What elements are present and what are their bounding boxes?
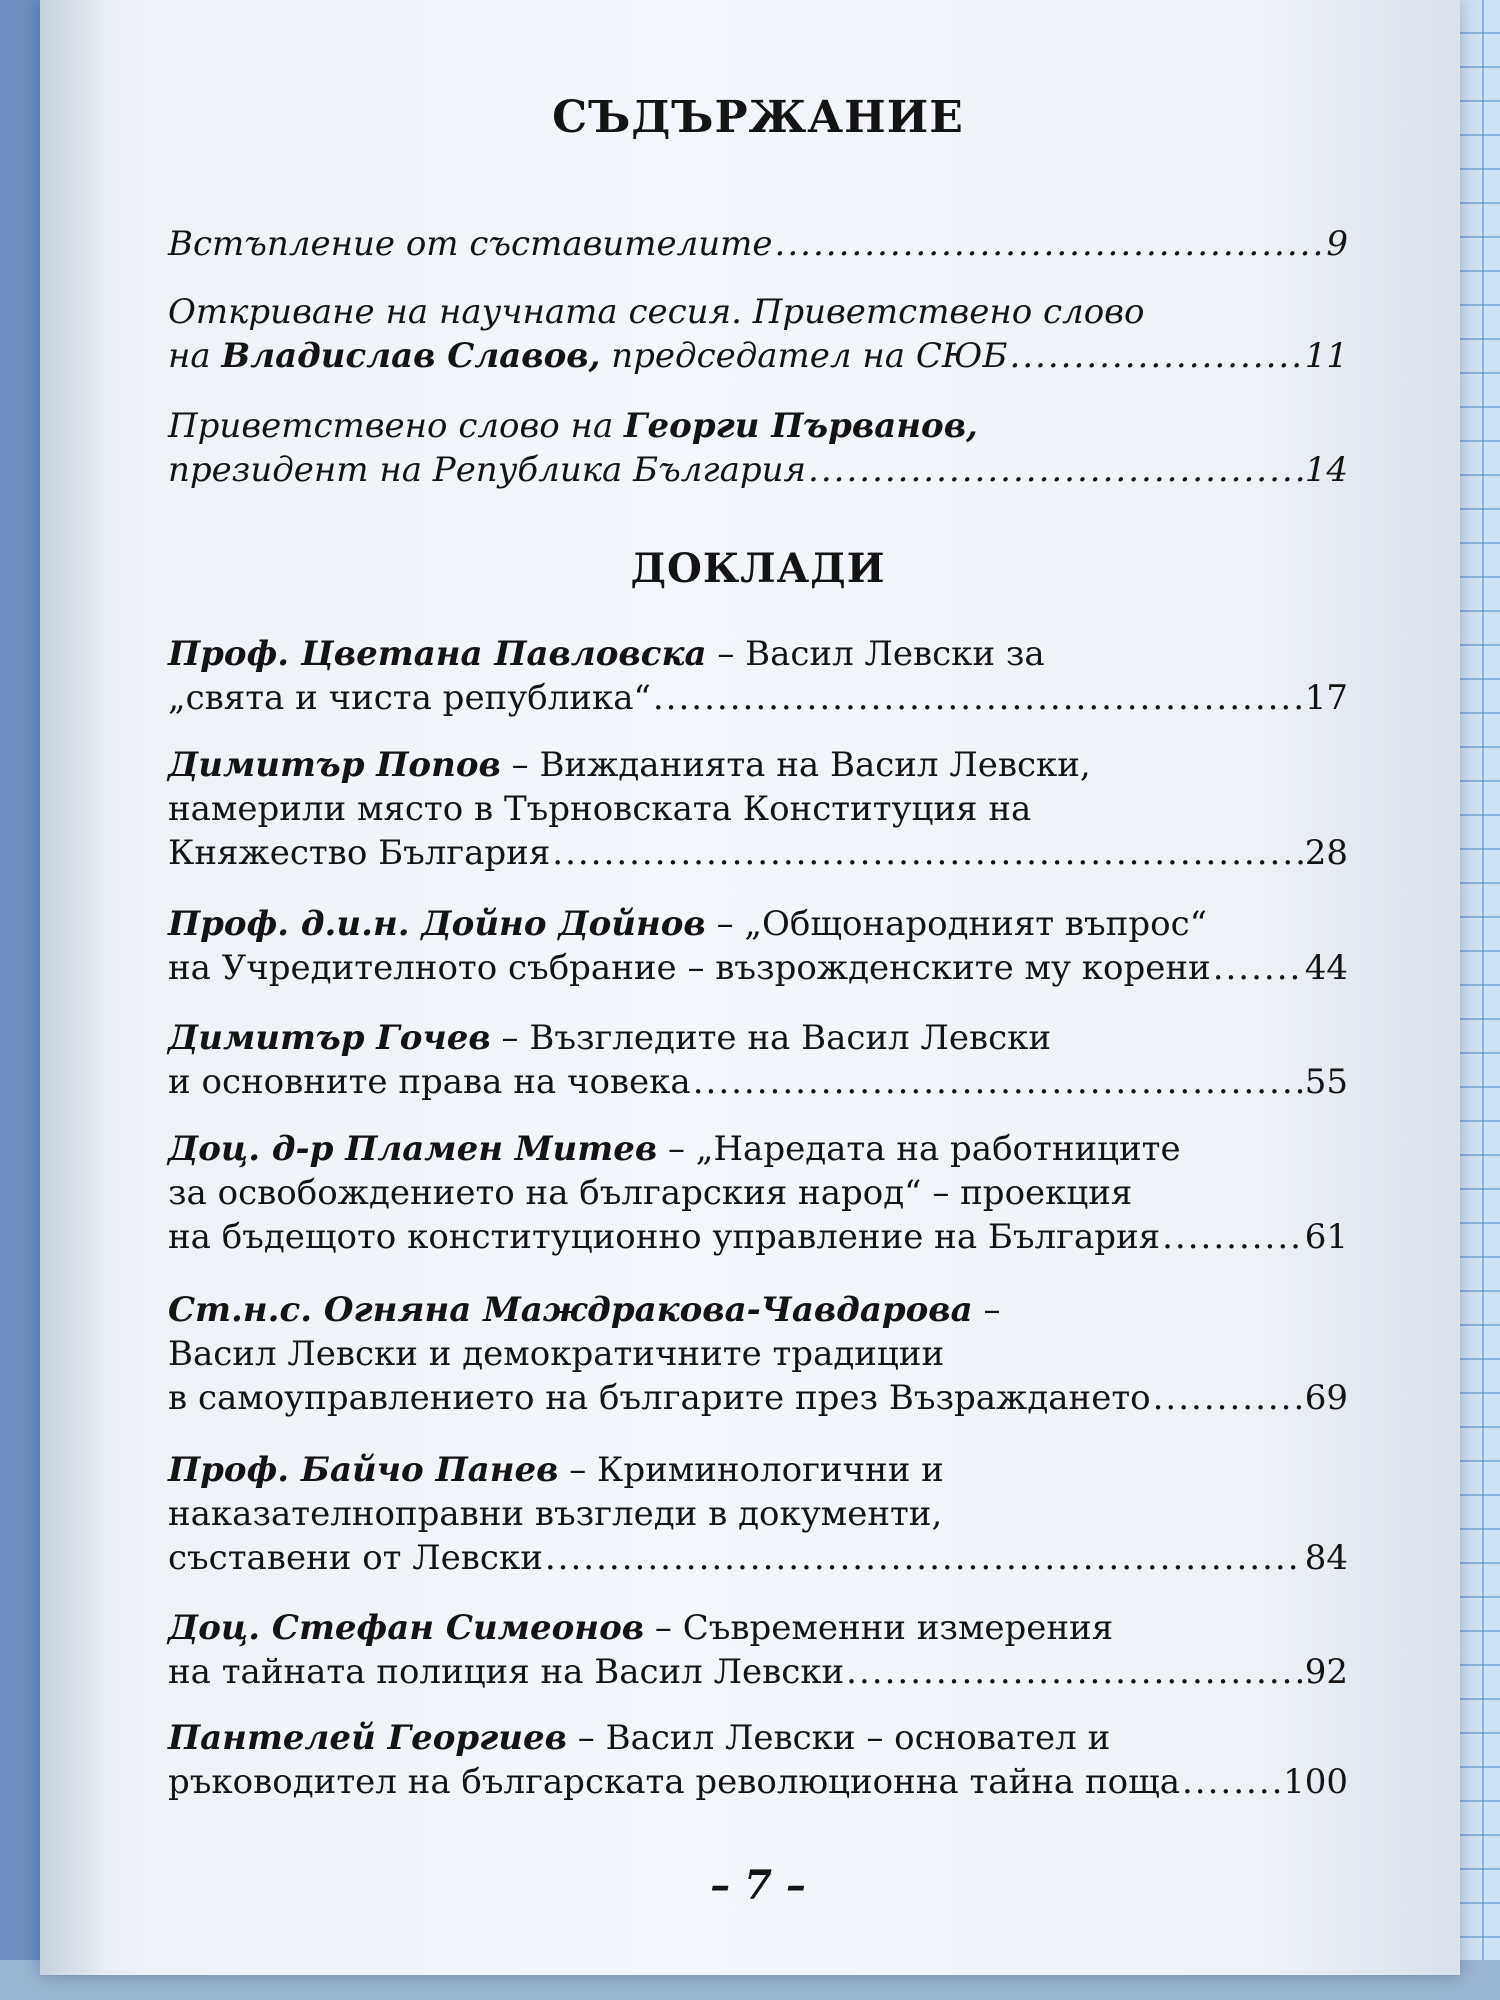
entry-title: – Васил Левски – основател и bbox=[567, 1718, 1111, 1758]
toc-entry-president bbox=[168, 404, 1348, 492]
entry-author: Димитър Попов bbox=[168, 745, 501, 785]
entry-title: – Вижданията на Васил Левски, bbox=[500, 745, 1091, 785]
dot-leader bbox=[1182, 1760, 1281, 1804]
dot-leader bbox=[846, 1650, 1303, 1694]
entry-page-number: 92 bbox=[1304, 1652, 1348, 1692]
entry-title-line: Откриване на научната сесия. Приветствено слово bbox=[168, 292, 1145, 332]
toc-entry-report bbox=[168, 902, 1348, 990]
entry-author: Доц. Стефан Симеонов bbox=[168, 1608, 645, 1648]
entry-author: Доц. д-р Пламен Митев bbox=[168, 1129, 658, 1169]
entry-title: – Васил Левски за bbox=[706, 634, 1045, 674]
dot-leader bbox=[693, 1060, 1303, 1104]
entry-author: Проф. Байчо Панев bbox=[168, 1450, 559, 1490]
entry-title: Встъпление от съставителите bbox=[168, 224, 773, 264]
entry-title-line: в самоуправлението на българите през Възраждането bbox=[168, 1378, 1151, 1418]
entry-page-number: 28 bbox=[1304, 833, 1348, 873]
entry-title: – Криминологични и bbox=[558, 1450, 944, 1490]
entry-title: – bbox=[972, 1290, 1001, 1330]
dot-leader bbox=[808, 448, 1303, 492]
entry-page-number: 100 bbox=[1283, 1762, 1348, 1802]
toc-entry-report bbox=[168, 1716, 1348, 1804]
entry-author: Пантелей Георгиев bbox=[168, 1718, 567, 1758]
entry-title-line: съставени от Левски bbox=[168, 1538, 543, 1578]
entry-page-number: 11 bbox=[1304, 336, 1348, 376]
toc-entry-report bbox=[168, 1448, 1348, 1580]
entry-page-number: 69 bbox=[1304, 1378, 1348, 1418]
entry-author: Проф. Цветана Павловска bbox=[168, 634, 707, 674]
toc-entry-opening bbox=[168, 290, 1348, 378]
dot-leader bbox=[1153, 1376, 1303, 1420]
dot-leader bbox=[1213, 946, 1303, 990]
entry-title-line: намерили място в Търновската Конституция на bbox=[168, 789, 1032, 829]
entry-page-number: 55 bbox=[1304, 1062, 1348, 1102]
toc-entry-report bbox=[168, 1606, 1348, 1694]
entry-title-line: ръководител на българската революционна тайна поща bbox=[168, 1762, 1180, 1802]
entry-author: Димитър Гочев bbox=[168, 1018, 491, 1058]
entry-title-line: Княжество България bbox=[168, 833, 551, 873]
toc-entry-report bbox=[168, 632, 1348, 720]
entry-title-line: на Учредителното събрание – възрожденските му корени bbox=[168, 948, 1211, 988]
entry-text: Приветствено слово на bbox=[168, 406, 625, 446]
entry-author: Ст.н.с. Огняна Маждракова-Чавдарова bbox=[168, 1290, 973, 1330]
entry-title: – Съвременни измерения bbox=[644, 1608, 1114, 1648]
toc-entry-report bbox=[168, 1127, 1348, 1259]
toc-entry-report bbox=[168, 1016, 1348, 1104]
entry-title: – „Наредата на работниците bbox=[657, 1129, 1181, 1169]
entry-title: – „Общонародният въпрос“ bbox=[705, 904, 1207, 944]
entry-title-line: на тайната полиция на Васил Левски bbox=[168, 1652, 845, 1692]
entry-page-number: 14 bbox=[1304, 450, 1348, 490]
entry-title-line: наказателноправни възгледи в документи, bbox=[168, 1494, 943, 1534]
page-number: – 7 – bbox=[710, 1862, 806, 1909]
reports-heading: ДОКЛАДИ bbox=[630, 545, 886, 592]
toc-entry-report bbox=[168, 743, 1348, 875]
entry-title-line: за освобождението на българския народ“ – проекция bbox=[168, 1173, 1133, 1213]
dot-leader bbox=[1009, 334, 1302, 378]
entry-page-number: 44 bbox=[1304, 948, 1348, 988]
dot-leader bbox=[545, 1536, 1303, 1580]
book-spine-shadow bbox=[40, 0, 100, 1975]
entry-author: Проф. д.и.н. Дойно Дойнов bbox=[168, 904, 706, 944]
entry-page-number: 9 bbox=[1326, 224, 1348, 264]
dot-leader bbox=[653, 676, 1303, 720]
dot-leader bbox=[1162, 1215, 1303, 1259]
entry-page-number: 61 bbox=[1304, 1217, 1348, 1257]
entry-author: Георги Първанов, bbox=[624, 406, 978, 446]
entry-title-line: на бъдещото конституционно управление на България bbox=[168, 1217, 1161, 1257]
toc-entry-intro bbox=[168, 222, 1348, 266]
contents-heading: СЪДЪРЖАНИЕ bbox=[552, 92, 964, 143]
entry-title-line: и основните права на човека bbox=[168, 1062, 691, 1102]
entry-text: председател на СЮБ bbox=[600, 336, 1008, 376]
dot-leader bbox=[775, 222, 1325, 266]
dot-leader bbox=[552, 831, 1302, 875]
entry-title-line: президент на Република България bbox=[168, 450, 807, 490]
book-page bbox=[40, 0, 1460, 1975]
entry-title: – Възгледите на Васил Левски bbox=[490, 1018, 1052, 1058]
entry-title-line: Васил Левски и демократичните традиции bbox=[168, 1334, 945, 1374]
entry-text: на bbox=[168, 336, 222, 376]
entry-page-number: 84 bbox=[1304, 1538, 1348, 1578]
toc-entry-report bbox=[168, 1288, 1348, 1420]
entry-title-line: „свята и чиста република“ bbox=[168, 678, 651, 718]
entry-author: Владислав Славов, bbox=[221, 336, 601, 376]
entry-page-number: 17 bbox=[1304, 678, 1348, 718]
